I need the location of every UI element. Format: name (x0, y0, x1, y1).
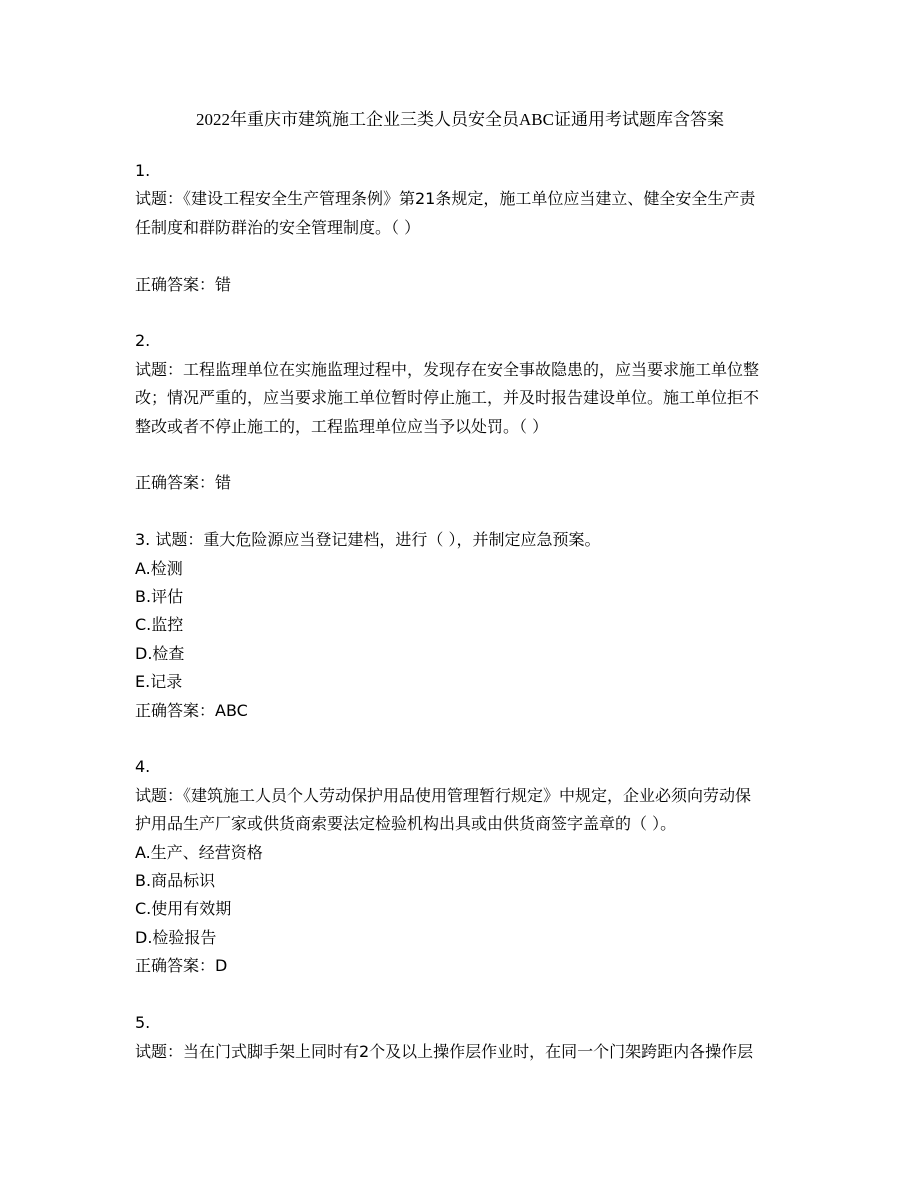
question-text-line: 整改或者不停止施工的，工程监理单位应当予以处罚。（ ） (135, 416, 549, 436)
option: A.检测 (135, 558, 183, 578)
spacer (135, 498, 787, 526)
question-list (135, 157, 787, 1066)
question-1 (135, 157, 787, 299)
option: B.评估 (135, 587, 184, 607)
question-number: 1. (135, 161, 151, 180)
option: D.检验报告 (135, 927, 217, 947)
question-text-line: 试题：工程监理单位在实施监理过程中，发现存在安全事故隐患的，应当要求施工单位整 (135, 359, 760, 379)
question-text-line: 3. 试题：重大危险源应当登记建档，进行（ ），并制定应急预案。 (135, 530, 601, 550)
question-text-line: 试题：《建筑施工人员个人劳动保护用品使用管理暂行规定》中规定，企业必须向劳动保 (135, 785, 752, 805)
answer: 正确答案：错 (135, 274, 232, 294)
question-number: 4. (135, 757, 151, 777)
option: A.生产、经营资格 (135, 842, 263, 862)
answer: 正确答案：ABC (135, 700, 248, 720)
spacer (135, 242, 787, 270)
question-4 (135, 753, 787, 980)
option: C.监控 (135, 615, 184, 635)
spacer (135, 299, 787, 327)
option: E.记录 (135, 672, 183, 692)
spacer (135, 725, 787, 753)
question-text-line: 试题：《建设工程安全生产管理条例》第21条规定，施工单位应当建立、健全安全生产责 (135, 189, 756, 209)
question-2 (135, 327, 787, 497)
option: C.使用有效期 (135, 899, 232, 919)
document-title: 2022年重庆市建筑施工企业三类人员安全员ABC证通用考试题库含答案 (196, 110, 724, 129)
question-number: 2. (135, 331, 151, 351)
answer: 正确答案：D (135, 956, 228, 976)
option: B.商品标识 (135, 871, 216, 891)
question-5 (135, 1009, 787, 1066)
spacer (135, 441, 787, 469)
question-text-line: 护用品生产厂家或供货商索要法定检验机构出具或由供货商签字盖章的（ ）。 (135, 814, 677, 834)
question-text-line: 任制度和群防群治的安全管理制度。（ ） (135, 217, 421, 237)
question-text-line: 改；情况严重的，应当要求施工单位暂时停止施工，并及时报告建设单位。施工单位拒不 (135, 388, 760, 408)
answer: 正确答案：错 (135, 473, 232, 493)
spacer (135, 981, 787, 1009)
option: D.检查 (135, 643, 185, 663)
question-text-line: 试题：当在门式脚手架上同时有2个及以上操作层作业时，在同一个门架跨距内各操作层 (135, 1041, 754, 1061)
question-number: 5. (135, 1013, 151, 1033)
question-3 (135, 526, 787, 725)
